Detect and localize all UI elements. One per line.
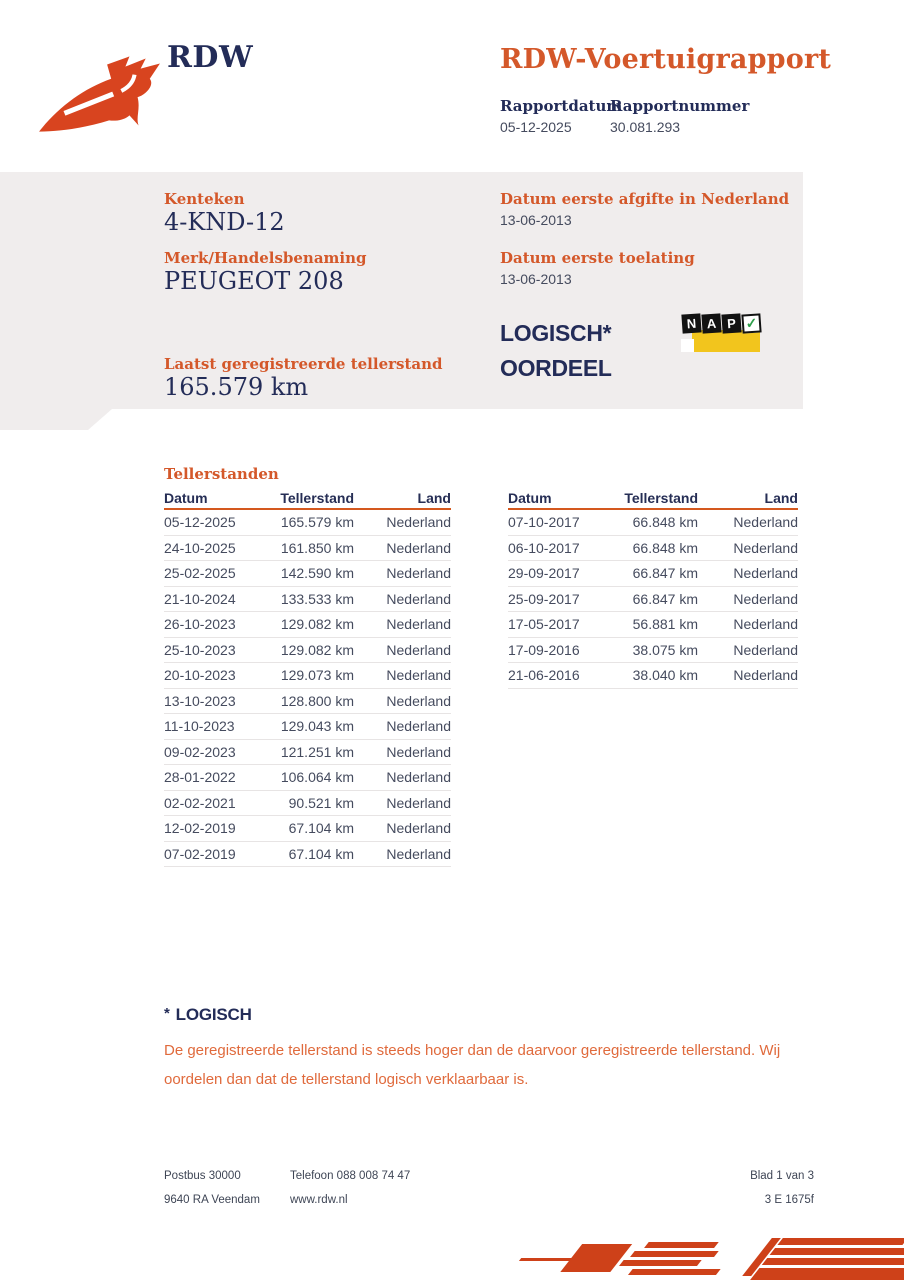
table-row: [164, 816, 451, 842]
table-row: [508, 638, 798, 664]
table-row: [164, 663, 451, 689]
cell-land: Nederland: [733, 565, 798, 581]
tellerstanden-table-left: [164, 487, 451, 867]
nap-logo: [680, 310, 764, 358]
kenteken-value: 4-KND-12: [164, 208, 285, 236]
footer-address-line1: Postbus 30000: [164, 1170, 241, 1182]
cell-land: Nederland: [386, 565, 451, 581]
table-row: [508, 536, 798, 562]
table-row: [508, 587, 798, 613]
cell-datum: 24-10-2025: [164, 539, 236, 556]
table-body: [508, 510, 798, 689]
merk-label: Merk/Handelsbenaming: [164, 249, 367, 267]
header-datum: Datum: [508, 490, 552, 506]
table-row: [164, 510, 451, 536]
cell-tellerstand: 129.082 km: [280, 641, 354, 658]
cell-tellerstand: 165.579 km: [280, 514, 354, 530]
header-land: Land: [417, 490, 451, 506]
cell-land: Nederland: [733, 590, 798, 607]
report-date-label: Rapportdatum: [500, 97, 623, 115]
cell-datum: 17-05-2017: [508, 616, 580, 632]
cell-datum: 09-02-2023: [164, 743, 236, 760]
cell-datum: 20-10-2023: [164, 667, 236, 683]
table-row: [508, 663, 798, 689]
toelating-value: 13-06-2013: [500, 271, 572, 287]
table-row: [164, 740, 451, 766]
cell-tellerstand: 66.847 km: [632, 590, 698, 607]
cell-datum: 28-01-2022: [164, 769, 236, 785]
table-row: [164, 561, 451, 587]
cell-tellerstand: 106.064 km: [280, 769, 354, 785]
table-row: [164, 714, 451, 740]
kenteken-label: Kenteken: [164, 190, 245, 208]
cell-datum: 06-10-2017: [508, 539, 580, 556]
cell-land: Nederland: [386, 769, 451, 785]
verdict-line1: LOGISCH*: [500, 320, 612, 346]
table-row: [508, 510, 798, 536]
cell-land: Nederland: [733, 616, 798, 632]
table-header-row: [164, 487, 451, 510]
header-datum: Datum: [164, 490, 208, 506]
table-row: [164, 587, 451, 613]
footer-address-line2: 9640 RA Veendam: [164, 1194, 260, 1206]
afgifte-label: Datum eerste afgifte in Nederland: [500, 190, 790, 208]
logisch-footnote-title: [164, 1005, 252, 1025]
cell-tellerstand: 67.104 km: [288, 820, 354, 836]
cell-tellerstand: 129.043 km: [280, 718, 354, 734]
tellerstanden-title: Tellerstanden: [164, 465, 279, 483]
nap-letter-n: N: [681, 313, 701, 333]
cell-tellerstand: 38.040 km: [632, 667, 698, 683]
cell-tellerstand: 66.847 km: [632, 565, 698, 581]
table-row: [164, 842, 451, 868]
cell-land: Nederland: [733, 641, 798, 658]
table-row: [164, 689, 451, 715]
header-land: Land: [764, 490, 798, 506]
cell-land: Nederland: [386, 794, 451, 811]
oordeel-verdict: [500, 316, 612, 386]
cell-land: Nederland: [386, 667, 451, 683]
footnote-word: LOGISCH: [175, 1005, 252, 1024]
footer-website: www.rdw.nl: [290, 1194, 348, 1206]
nap-letter-p: P: [721, 313, 741, 333]
header-tellerstand: Tellerstand: [624, 490, 698, 506]
afgifte-value: 13-06-2013: [500, 212, 572, 228]
table-row: [164, 791, 451, 817]
cell-datum: 21-10-2024: [164, 590, 236, 607]
page-title: RDW-Voertuigrapport: [500, 44, 832, 75]
table-row: [164, 536, 451, 562]
report-date-value: 05-12-2025: [500, 119, 572, 135]
table-row: [508, 612, 798, 638]
merk-value: PEUGEOT 208: [164, 267, 344, 295]
cell-land: Nederland: [733, 539, 798, 556]
footer-page-indicator: Blad 1 van 3: [750, 1170, 814, 1182]
nap-checkmark-icon: ✓: [741, 313, 761, 333]
cell-land: Nederland: [386, 616, 451, 632]
cell-tellerstand: 129.073 km: [280, 667, 354, 683]
table-row: [164, 765, 451, 791]
cell-land: Nederland: [386, 590, 451, 607]
table-row: [508, 561, 798, 587]
cell-tellerstand: 128.800 km: [280, 692, 354, 709]
cell-tellerstand: 161.850 km: [280, 539, 354, 556]
logisch-footnote-text: De geregistreerde tellerstand is steeds hoger dan de daarvoor geregistreerde tellerstand. Wij oordelen dan dat de tellerstand logisch verklaarbaar is.: [164, 1042, 781, 1088]
cell-tellerstand: 66.848 km: [632, 514, 698, 530]
cell-datum: 11-10-2023: [164, 718, 235, 734]
nap-white-square: [681, 339, 694, 352]
cell-land: Nederland: [733, 667, 798, 683]
toelating-label: Datum eerste toelating: [500, 249, 695, 267]
cell-tellerstand: 133.533 km: [280, 590, 354, 607]
footer-phone: Telefoon 088 008 74 47: [290, 1170, 411, 1182]
footnote-asterisk: *: [164, 1005, 170, 1022]
cell-datum: 13-10-2023: [164, 692, 236, 709]
cell-land: Nederland: [386, 718, 451, 734]
cell-datum: 07-02-2019: [164, 845, 236, 862]
cell-tellerstand: 129.082 km: [280, 616, 354, 632]
cell-land: Nederland: [386, 743, 451, 760]
vehicle-summary-panel: [0, 172, 803, 430]
cell-tellerstand: 121.251 km: [280, 743, 354, 760]
report-number-value: 30.081.293: [610, 119, 681, 135]
table-row: [164, 612, 451, 638]
table-body: [164, 510, 451, 867]
cell-land: Nederland: [386, 641, 451, 658]
cell-land: Nederland: [386, 820, 451, 836]
cell-land: Nederland: [733, 514, 798, 530]
cell-datum: 25-10-2023: [164, 641, 236, 658]
cell-tellerstand: 38.075 km: [632, 641, 698, 658]
report-number-label: Rapportnummer: [610, 97, 750, 115]
laatste-tellerstand-value: 165.579 km: [164, 373, 309, 401]
cell-datum: 25-02-2025: [164, 565, 236, 581]
cell-datum: 21-06-2016: [508, 667, 580, 683]
cell-tellerstand: 56.881 km: [632, 616, 698, 632]
laatste-tellerstand-label: Laatst geregistreerde tellerstand: [164, 355, 443, 373]
header-tellerstand: Tellerstand: [280, 490, 354, 506]
cell-tellerstand: 90.521 km: [288, 794, 354, 811]
cell-land: Nederland: [386, 539, 451, 556]
tellerstanden-table-right: [508, 487, 798, 689]
cell-tellerstand: 67.104 km: [288, 845, 354, 862]
cell-tellerstand: 142.590 km: [280, 565, 354, 581]
nap-letter-a: A: [701, 313, 721, 333]
verdict-line2: OORDEEL: [500, 355, 612, 381]
table-header-row: [508, 487, 798, 510]
cell-land: Nederland: [386, 692, 451, 709]
cell-datum: 29-09-2017: [508, 565, 580, 581]
cell-land: Nederland: [386, 514, 451, 530]
cell-datum: 05-12-2025: [164, 514, 236, 530]
footer-form-code: 3 E 1675f: [764, 1194, 814, 1206]
cell-datum: 26-10-2023: [164, 616, 236, 632]
rdw-logo-text: RDW: [167, 40, 254, 75]
cell-datum: 02-02-2021: [164, 794, 236, 811]
table-row: [164, 638, 451, 664]
cell-datum: 17-09-2016: [508, 641, 580, 658]
cell-land: Nederland: [386, 845, 451, 862]
rdw-feather-logo-icon: [36, 48, 164, 138]
cell-tellerstand: 66.848 km: [632, 539, 698, 556]
cell-datum: 07-10-2017: [508, 514, 580, 530]
rdw-speed-stripes-graphic: [514, 1234, 904, 1280]
cell-datum: 25-09-2017: [508, 590, 580, 607]
cell-datum: 12-02-2019: [164, 820, 236, 836]
